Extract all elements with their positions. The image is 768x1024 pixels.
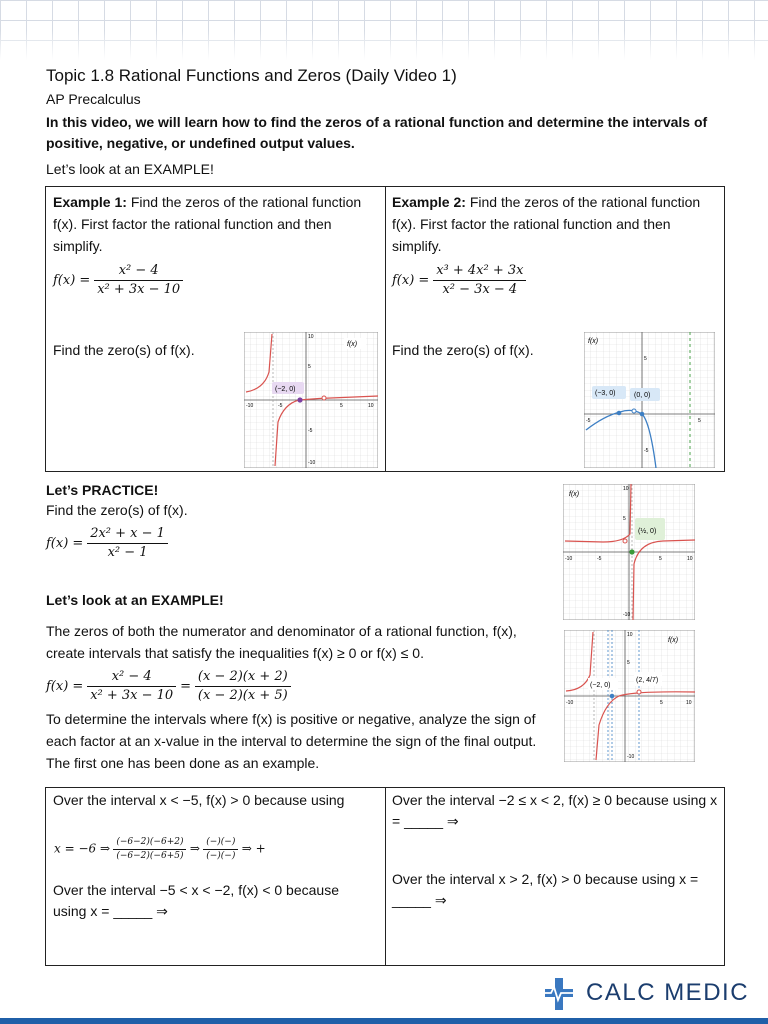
example3-graph	[564, 630, 695, 762]
interval-work-result: ⇒ +	[241, 841, 266, 856]
svg-text:5: 5	[623, 516, 626, 522]
example3-denominator: x² + 3x − 10	[90, 688, 174, 703]
example2-prompt: Find the zero(s) of f(x).	[392, 342, 534, 358]
intro-text: In this video, we will learn how to find the zeros of a rational function and determine the intervals of positive, negative, or undefined output values.	[46, 114, 708, 151]
example2-point2-label: (0, 0)	[634, 392, 651, 399]
svg-text:-10: -10	[623, 612, 631, 618]
interval-work-lhs: x = −6 ⇒	[54, 841, 111, 856]
svg-text:-5: -5	[597, 556, 602, 562]
example3-point2-label: (2, 4/7)	[636, 677, 659, 684]
example1-numerator: x² − 4	[94, 262, 183, 281]
example1-formula	[53, 262, 183, 299]
svg-text:10: 10	[368, 403, 374, 409]
svg-text:5: 5	[340, 403, 343, 409]
interval-cell-4-text: Over the interval x > 2, f(x) > 0 because using x = _____ ⇒	[392, 871, 699, 908]
svg-text:-5: -5	[308, 428, 313, 434]
svg-text:-5: -5	[586, 418, 591, 424]
example2-text	[392, 191, 712, 257]
example3-factored-denominator: (x − 2)(x + 5)	[197, 688, 288, 703]
practice-lhs: f(x) =	[46, 536, 84, 552]
svg-text:-10: -10	[566, 700, 574, 706]
example2-label: Example 2:	[392, 194, 466, 210]
example-heading: Let’s look at an EXAMPLE!	[46, 161, 214, 177]
interval-sign-denominator: (−)(−)	[206, 851, 236, 861]
example1-lhs: f(x) =	[53, 273, 91, 289]
practice-point-label: (½, 0)	[638, 528, 657, 535]
practice-heading: Let’s PRACTICE!	[46, 482, 159, 498]
practice-numerator: 2x² + x − 1	[87, 525, 168, 544]
practice-denominator: x² − 1	[107, 545, 148, 560]
example1-graph	[244, 332, 378, 468]
svg-text:10: 10	[308, 334, 314, 340]
example1-description: Find the zeros of the rational function f(x). First factor the rational function and then simplify.	[53, 194, 362, 254]
interval-work-numerator: (−6−2)(−6+2)	[113, 836, 186, 850]
practice-fx-label: f(x)	[569, 491, 580, 498]
example1-denominator: x² + 3x − 10	[97, 282, 181, 297]
example1-point-label: (−2, 0)	[275, 386, 296, 393]
practice-prompt: Find the zero(s) of f(x).	[46, 502, 188, 518]
interval-work-denominator: (−6−2)(−6+5)	[116, 851, 184, 861]
svg-text:5: 5	[308, 364, 311, 370]
example1-text	[53, 191, 368, 257]
example3-numerator: x² − 4	[87, 668, 176, 687]
graph-paper-header	[0, 0, 768, 60]
example3-formula: f(x) = $\frac{\text{x² − 4}}{\text{x² + 3x − 10}}$ = $\frac{(x - 2)(x + 2)}{(x - 2)(x + 5)}$	[46, 668, 291, 705]
intervals-divider	[385, 787, 386, 966]
svg-text:10: 10	[627, 632, 633, 638]
footer-bar	[0, 1018, 768, 1024]
examples-divider	[385, 186, 386, 472]
example2-formula	[392, 262, 526, 299]
practice-formula	[46, 525, 168, 562]
example2-denominator: x² − 3x − 4	[442, 282, 518, 297]
example2-lhs: f(x) =	[392, 273, 430, 289]
svg-text:10: 10	[686, 700, 692, 706]
svg-text:5: 5	[627, 660, 630, 666]
example3-lhs: f(x) =	[46, 679, 84, 695]
example3-fx-label: f(x)	[668, 637, 679, 644]
svg-text:5: 5	[660, 700, 663, 706]
interval-cell-1-text: Over the interval x < −5, f(x) > 0 because using	[53, 792, 345, 808]
interval-cell-3-text: Over the interval −2 ≤ x < 2, f(x) ≥ 0 because using x = _____ ⇒	[392, 792, 718, 829]
svg-text:-5: -5	[644, 448, 649, 454]
page-title: Topic 1.8 Rational Functions and Zeros (Daily Video 1)	[46, 66, 457, 85]
example3-para2: To determine the intervals where f(x) is positive or negative, analyze the sign of each factor at an x-value in the interval to determine the sign of the final output. The first one has been done as an example.	[46, 711, 537, 771]
example3-heading: Let’s look at an EXAMPLE!	[46, 592, 224, 608]
svg-text:10: 10	[623, 486, 629, 492]
svg-text:-10: -10	[308, 460, 316, 466]
svg-text:-5: -5	[278, 403, 283, 409]
svg-text:5: 5	[644, 356, 647, 362]
svg-text:5: 5	[659, 556, 662, 562]
svg-text:-10: -10	[627, 754, 635, 760]
example2-numerator: x³ + 4x² + 3x	[433, 262, 526, 281]
svg-text:-10: -10	[565, 556, 573, 562]
example3-factored-numerator: (x − 2)(x + 2)	[195, 668, 291, 687]
example2-point1-label: (−3, 0)	[595, 390, 616, 397]
course-name: AP Precalculus	[46, 91, 141, 107]
practice-graph	[563, 484, 695, 620]
interval-sign-numerator: (−)(−)	[203, 836, 238, 850]
brand-name: CALC MEDIC	[586, 979, 750, 1006]
example3-point1-label: (−2, 0)	[590, 682, 611, 689]
example2-description: Find the zeros of the rational function f(x). First factor the rational function and then simplify.	[392, 194, 701, 254]
svg-text:-10: -10	[246, 403, 254, 409]
svg-text:5: 5	[698, 418, 701, 424]
example2-fx-label: f(x)	[588, 338, 599, 345]
example1-label: Example 1:	[53, 194, 127, 210]
interval-cell-1-work: x = −6 ⇒ $\frac{(-6-2)(-6+2)}{(-6-2)(-6+5)}$ ⇒ $\frac{(-)(-)}{(-)(-)}$ ⇒ +	[54, 837, 266, 861]
example1-prompt: Find the zero(s) of f(x).	[53, 342, 195, 358]
example3-para1: The zeros of both the numerator and denominator of a rational function, f(x), create intervals that satisfy the inequalities f(x) ≥ 0 or f(x) ≤ 0.	[46, 623, 517, 661]
calc-medic-logo-icon	[541, 978, 577, 1010]
example2-graph	[584, 332, 715, 468]
interval-cell-2-text: Over the interval −5 < x < −2, f(x) < 0 because using x = _____ ⇒	[53, 882, 339, 919]
example1-fx-label: f(x)	[347, 341, 358, 348]
svg-text:10: 10	[687, 556, 693, 562]
